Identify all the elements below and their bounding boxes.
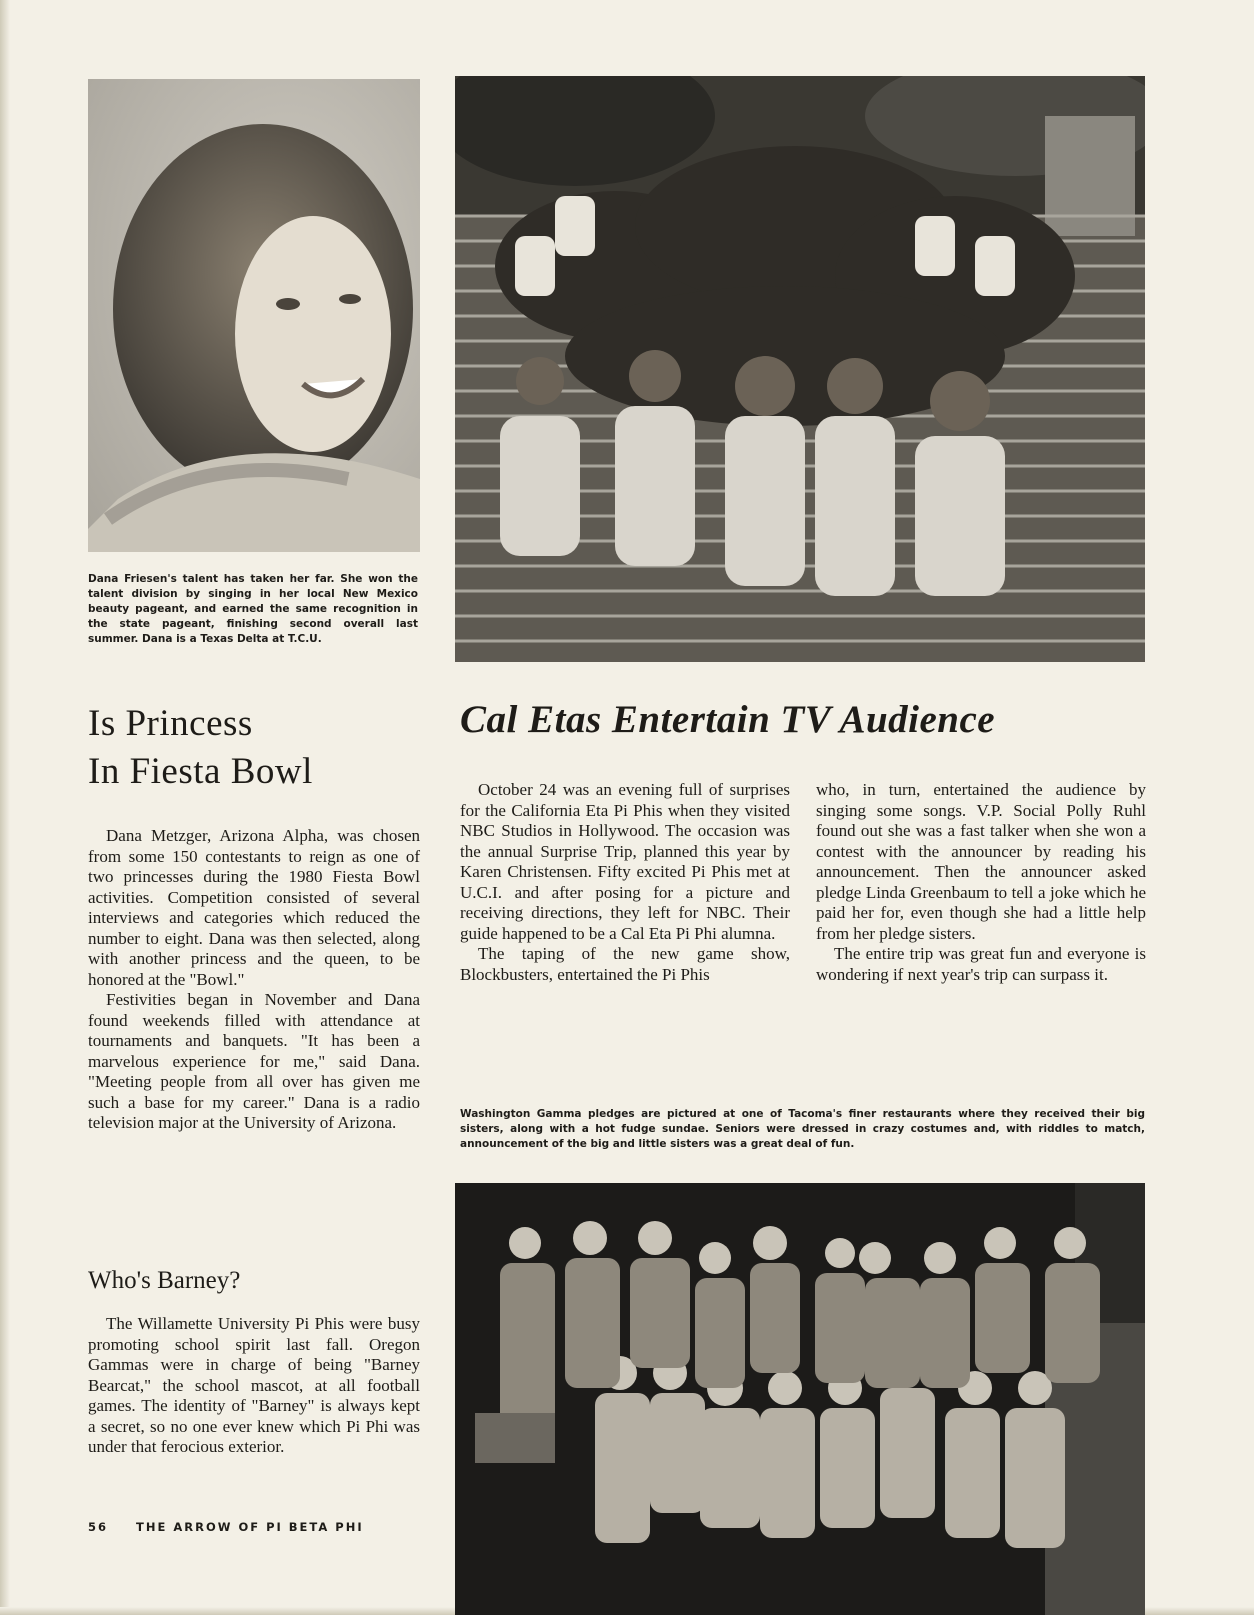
cal-etas-col1-para1: October 24 was an evening full of surprises for the California Eta Pi Phis when they visited NBC Studios in Hollywood. The occasion was the annual Surprise Trip, planned this year by Karen Christensen. Fifty excited Pi Phis met at U.C.I. and after posing for a picture and receiving directions, they left for NBC. Their guide happened to be a Cal Eta Pi Phi alumna. xyxy=(460,780,790,943)
barney-para1: The Willamette University Pi Phis were busy promoting school spirit last fall. Oregon Gammas were in charge of being "Barney Bearcat," the school mascot, at all football games. The identity of "Barney" is always kept a secret, so no one ever knew which Pi Phi was under that ferocious exterior. xyxy=(88,1314,420,1456)
cal-etas-col2-para2: The entire trip was great fun and everyone is wondering if next year's trip can surpass it. xyxy=(816,944,1146,984)
princess-headline-line1: Is Princess xyxy=(88,703,253,744)
portrait-photo xyxy=(88,79,420,552)
page-edge xyxy=(0,0,10,1615)
page-number: 56 xyxy=(88,1520,109,1534)
cal-etas-col1-para2: The taping of the new game show, Blockbusters, entertained the Pi Phis xyxy=(460,944,790,984)
princess-para2: Festivities began in November and Dana found weekends filled with attendance at tournaments and banquets. "It has been a marvelous experience for me," said Dana. "Meeting people from all over has given me such a base for my career." Dana is a radio television major at the University of Arizona. xyxy=(88,990,420,1132)
cal-eta-group-photo xyxy=(455,76,1145,662)
princess-headline-line2: In Fiesta Bowl xyxy=(88,751,313,792)
cal-etas-column-1 xyxy=(460,780,790,985)
cal-etas-col2-para1: who, in turn, entertained the audience by singing some songs. V.P. Social Polly Ruhl found out she was a fast talker when she won a contest with the announcer by reading his announcement. Then the announcer asked pledge Linda Greenbaum to tell a joke which he paid her for, even though she had a little help from her pledge sisters. xyxy=(816,780,1146,943)
page-footer xyxy=(88,1520,364,1534)
publication-name: THE ARROW OF PI BETA PHI xyxy=(136,1520,364,1534)
cal-etas-column-2 xyxy=(816,780,1146,985)
barney-headline: Who's Barney? xyxy=(88,1267,241,1294)
portrait-caption: Dana Friesen's talent has taken her far. She won the talent division by singing in her local New Mexico beauty pageant, and earned the same recognition in the state pageant, finishing second overall last summer. Dana is a Texas Delta at T.C.U. xyxy=(88,573,418,645)
princess-article xyxy=(88,826,420,1134)
barney-article xyxy=(88,1314,420,1458)
washington-caption: Washington Gamma pledges are pictured at one of Tacoma's finer restaurants where they received their big sisters, along with a hot fudge sundae. Seniors were dressed in crazy costumes and, with riddles to match, announcement of the big and little sisters was a great deal of fun. xyxy=(460,1108,1145,1150)
cal-etas-headline: Cal Etas Entertain TV Audience xyxy=(460,698,996,741)
washington-group-photo xyxy=(455,1183,1145,1615)
princess-para1: Dana Metzger, Arizona Alpha, was chosen from some 150 contestants to reign as one of two princesses during the 1980 Fiesta Bowl activities. Competition consisted of several interviews and categories which reduced the number to eight. Dana was then selected, along with another princess and the queen, to be honored at the "Bowl." xyxy=(88,826,420,989)
princess-headline xyxy=(88,700,313,796)
